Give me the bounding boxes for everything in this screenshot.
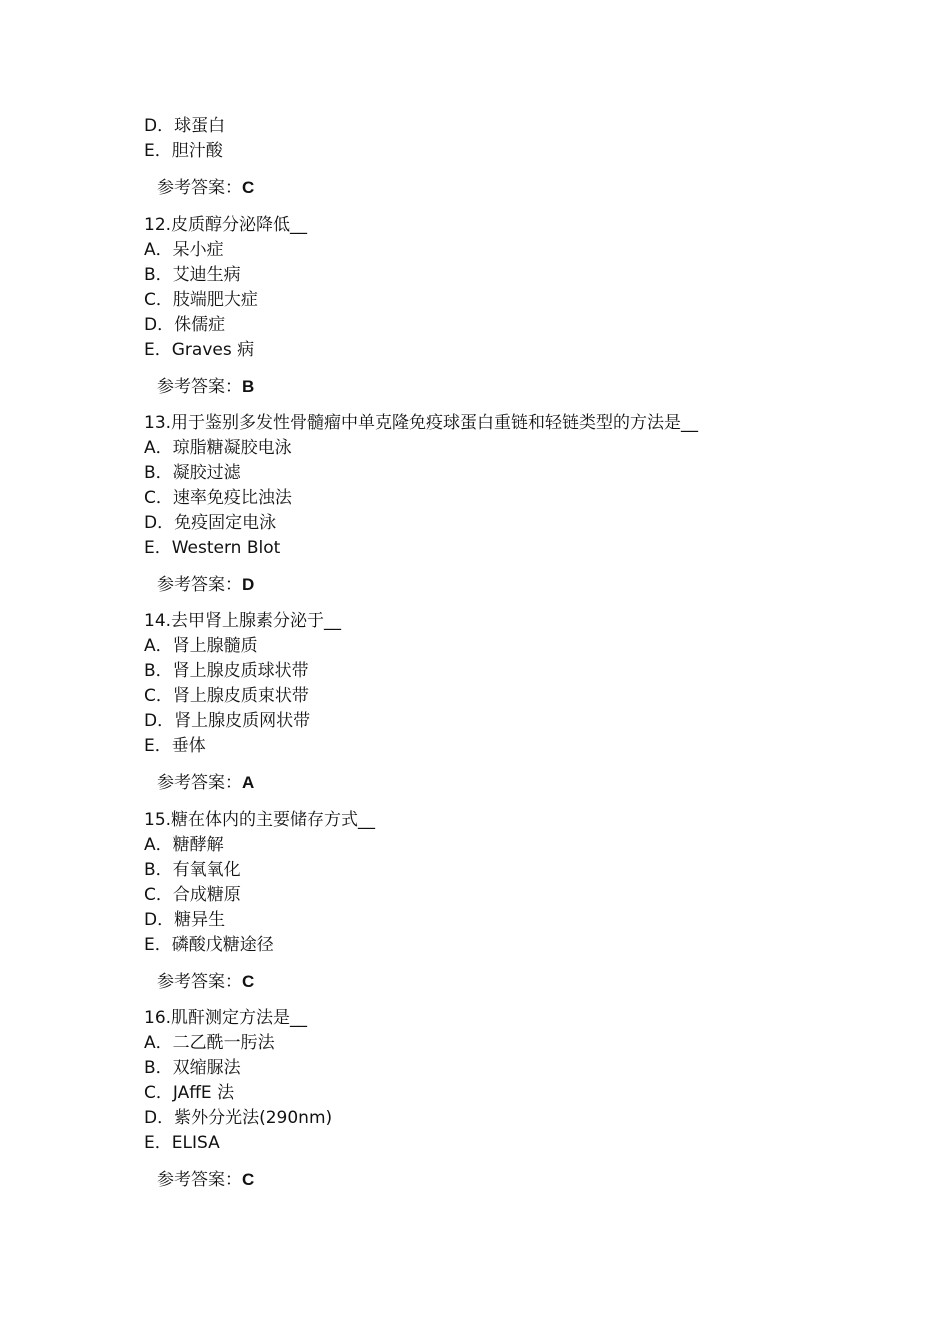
option-b: B．肾上腺皮质球状带 bbox=[144, 661, 309, 681]
answer-line bbox=[157, 1168, 254, 1192]
answer-value: C bbox=[242, 178, 255, 197]
option-a: A．呆小症 bbox=[144, 240, 224, 260]
answer-label: 参考答案： bbox=[157, 972, 242, 992]
option-c: C．肢端肥大症 bbox=[144, 290, 258, 310]
answer-label: 参考答案： bbox=[157, 773, 242, 793]
option-b: B．艾迪生病 bbox=[144, 265, 241, 285]
option-e: E．胆汁酸 bbox=[144, 141, 223, 161]
answer-line bbox=[157, 771, 254, 795]
question-stem: 13.用于鉴别多发性骨髓瘤中单克隆免疫球蛋白重链和轻链类型的方法是__ bbox=[144, 413, 699, 433]
option-d: D．肾上腺皮质网状带 bbox=[144, 711, 311, 731]
option-c: C．合成糖原 bbox=[144, 885, 241, 905]
option-a: A．琼脂糖凝胶电泳 bbox=[144, 438, 292, 458]
option-e: E．磷酸戊糖途径 bbox=[144, 935, 274, 955]
answer-label: 参考答案： bbox=[157, 377, 242, 397]
option-b: B．双缩脲法 bbox=[144, 1058, 241, 1078]
option-d: D．糖异生 bbox=[144, 910, 226, 930]
option-e: E．垂体 bbox=[144, 736, 206, 756]
answer-value: C bbox=[242, 972, 255, 991]
option-a: A．糖酵解 bbox=[144, 835, 224, 855]
answer-line bbox=[157, 970, 254, 994]
answer-value: A bbox=[242, 773, 255, 792]
option-d: D．紫外分光法(290nm) bbox=[144, 1108, 333, 1128]
option-e: E．Western Blot bbox=[144, 538, 281, 558]
option-e: E．ELISA bbox=[144, 1133, 220, 1153]
option-a: A．肾上腺髓质 bbox=[144, 636, 258, 656]
option-d: D．球蛋白 bbox=[144, 116, 226, 136]
option-e: E．Graves 病 bbox=[144, 340, 255, 360]
answer-line bbox=[157, 176, 254, 200]
answer-value: D bbox=[242, 575, 255, 594]
answer-line bbox=[157, 375, 254, 399]
question-stem: 15.糖在体内的主要储存方式__ bbox=[144, 810, 376, 830]
answer-label: 参考答案： bbox=[157, 178, 242, 198]
answer-label: 参考答案： bbox=[157, 1170, 242, 1190]
answer-value: B bbox=[242, 377, 255, 396]
option-c: C．速率免疫比浊法 bbox=[144, 488, 292, 508]
answer-label: 参考答案： bbox=[157, 575, 242, 595]
option-a: A．二乙酰一肟法 bbox=[144, 1033, 275, 1053]
option-b: B．有氧氧化 bbox=[144, 860, 241, 880]
option-c: C．肾上腺皮质束状带 bbox=[144, 686, 309, 706]
option-c: C．JAffE 法 bbox=[144, 1083, 235, 1103]
question-stem: 16.肌酐测定方法是__ bbox=[144, 1008, 308, 1028]
answer-line bbox=[157, 573, 254, 597]
question-stem: 14.去甲肾上腺素分泌于__ bbox=[144, 611, 342, 631]
option-d: D．侏儒症 bbox=[144, 315, 226, 335]
option-d: D．免疫固定电泳 bbox=[144, 513, 277, 533]
answer-value: C bbox=[242, 1170, 255, 1189]
option-b: B．凝胶过滤 bbox=[144, 463, 241, 483]
question-stem: 12.皮质醇分泌降低__ bbox=[144, 215, 308, 235]
